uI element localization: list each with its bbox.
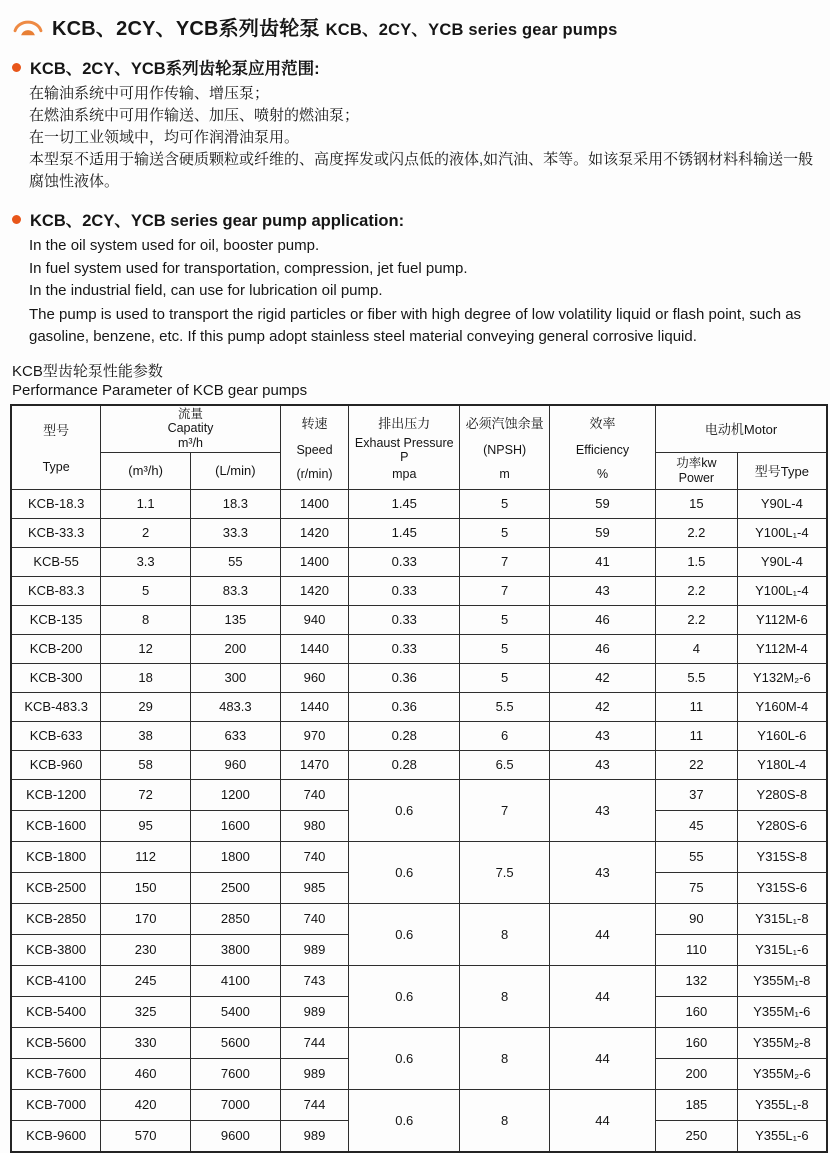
- cell-exhaust: 0.6: [349, 779, 460, 841]
- table-row: [11, 965, 827, 996]
- table-row: [11, 605, 827, 634]
- cell-eff: 43: [550, 721, 656, 750]
- header-efficiency: [550, 405, 656, 490]
- cell-m3h: 330: [101, 1027, 191, 1058]
- cell-model: KCB-5400: [11, 996, 101, 1027]
- header-power: [656, 452, 738, 489]
- cell-power: 90: [656, 903, 738, 934]
- cell-npsh: 7: [460, 779, 550, 841]
- cell-npsh: 5: [460, 489, 550, 518]
- cell-power: 2.2: [656, 518, 738, 547]
- cell-m3h: 230: [101, 934, 191, 965]
- header-efficiency-zh: 效率: [589, 416, 616, 431]
- header-npsh-zh: 必须汽蚀余量: [465, 416, 544, 431]
- cell-lmin: 3800: [191, 934, 281, 965]
- cell-npsh: 6: [460, 721, 550, 750]
- cell-motor: Y132M₂-6: [737, 663, 827, 692]
- cell-speed: 744: [280, 1089, 349, 1120]
- cell-lmin: 2850: [191, 903, 281, 934]
- header-model-en: Type: [42, 459, 70, 474]
- cell-motor: Y100L₁-4: [737, 518, 827, 547]
- cell-exhaust: 0.33: [349, 605, 460, 634]
- header-power-en: Power: [678, 470, 715, 485]
- header-efficiency-unit: %: [596, 467, 609, 481]
- cell-m3h: 1.1: [101, 489, 191, 518]
- cell-motor: Y280S-8: [737, 779, 827, 810]
- table-header-row-1: [11, 405, 827, 453]
- cell-motor: Y280S-6: [737, 810, 827, 841]
- cell-motor: Y90L-4: [737, 489, 827, 518]
- performance-table: [10, 404, 828, 1153]
- cell-m3h: 170: [101, 903, 191, 934]
- header-speed-zh: 转速: [301, 416, 328, 431]
- cell-power: 4: [656, 634, 738, 663]
- cell-exhaust: 0.36: [349, 692, 460, 721]
- cell-power: 15: [656, 489, 738, 518]
- table-row: [11, 547, 827, 576]
- header-exhaust-zh: 排出压力: [378, 416, 431, 431]
- cell-power: 110: [656, 934, 738, 965]
- cell-m3h: 5: [101, 576, 191, 605]
- cell-m3h: 150: [101, 872, 191, 903]
- section-body-en: [10, 235, 822, 349]
- bullet-icon: [12, 215, 21, 224]
- cell-model: KCB-55: [11, 547, 101, 576]
- cell-motor: Y160M-4: [737, 692, 827, 721]
- cell-npsh: 7.5: [460, 841, 550, 903]
- cell-model: KCB-483.3: [11, 692, 101, 721]
- cell-motor: Y355M₂-6: [737, 1058, 827, 1089]
- cell-speed: 989: [280, 1120, 349, 1152]
- cell-model: KCB-5600: [11, 1027, 101, 1058]
- cell-motor: Y315L₁-6: [737, 934, 827, 965]
- cell-lmin: 300: [191, 663, 281, 692]
- table-row: [11, 721, 827, 750]
- cell-eff: 44: [550, 903, 656, 965]
- cell-model: KCB-2500: [11, 872, 101, 903]
- section-heading-zh: [12, 55, 822, 79]
- cell-eff: 43: [550, 841, 656, 903]
- cell-model: KCB-1800: [11, 841, 101, 872]
- page-header: [12, 12, 822, 41]
- cell-lmin: 483.3: [191, 692, 281, 721]
- cell-speed: 1470: [280, 750, 349, 779]
- cell-power: 45: [656, 810, 738, 841]
- cell-npsh: 8: [460, 1089, 550, 1152]
- cell-lmin: 2500: [191, 872, 281, 903]
- cell-m3h: 95: [101, 810, 191, 841]
- cell-lmin: 633: [191, 721, 281, 750]
- cell-npsh: 5: [460, 518, 550, 547]
- cell-m3h: 245: [101, 965, 191, 996]
- en-line-2: In fuel system used for transportation, compression, jet fuel pump.: [29, 259, 468, 277]
- bullet-icon: [12, 63, 21, 72]
- cell-m3h: 112: [101, 841, 191, 872]
- cell-npsh: 8: [460, 903, 550, 965]
- header-exhaust-en: Exhaust Pressure P: [354, 435, 454, 464]
- cell-lmin: 18.3: [191, 489, 281, 518]
- cell-eff: 59: [550, 518, 656, 547]
- cell-lmin: 1600: [191, 810, 281, 841]
- cell-speed: 743: [280, 965, 349, 996]
- cell-eff: 46: [550, 634, 656, 663]
- cell-power: 2.2: [656, 576, 738, 605]
- cell-m3h: 570: [101, 1120, 191, 1152]
- pump-table-head: [11, 405, 827, 490]
- section-heading-en-label: KCB、2CY、YCB series gear pump application:: [30, 212, 405, 230]
- header-speed: [280, 405, 349, 490]
- cell-lmin: 5600: [191, 1027, 281, 1058]
- header-capacity-en: Capatity: [167, 421, 214, 436]
- cell-model: KCB-3800: [11, 934, 101, 965]
- cell-npsh: 5.5: [460, 692, 550, 721]
- cell-exhaust: 1.45: [349, 489, 460, 518]
- header-model: [11, 405, 101, 490]
- table-row: [11, 841, 827, 872]
- header-capacity-lmin: (L/min): [191, 452, 281, 489]
- en-line-3: In the industrial field, can use for lubrication oil pump.: [29, 282, 383, 299]
- page-title: [52, 12, 618, 41]
- zh-line-4: 本型泵不适用于输送含硬质颗粒或纤维的、高度挥发或闪点低的液体,如汽油、苯等。如该泵采用不锈钢材料科输送一般腐蚀性液体。: [29, 151, 814, 190]
- cell-power: 250: [656, 1120, 738, 1152]
- cell-m3h: 72: [101, 779, 191, 810]
- table-row: [11, 903, 827, 934]
- page-title-zh: KCB、2CY、YCB系列齿轮泵: [52, 18, 320, 40]
- cell-m3h: 12: [101, 634, 191, 663]
- cell-exhaust: 0.36: [349, 663, 460, 692]
- cell-speed: 989: [280, 996, 349, 1027]
- table-row: [11, 634, 827, 663]
- header-speed-en: Speed: [296, 442, 333, 457]
- cell-lmin: 7600: [191, 1058, 281, 1089]
- cell-speed: 980: [280, 810, 349, 841]
- cell-m3h: 18: [101, 663, 191, 692]
- table-row: [11, 489, 827, 518]
- cell-speed: 989: [280, 934, 349, 965]
- cell-m3h: 58: [101, 750, 191, 779]
- cell-lmin: 83.3: [191, 576, 281, 605]
- cell-power: 5.5: [656, 663, 738, 692]
- table-row: [11, 663, 827, 692]
- cell-motor: Y355M₁-8: [737, 965, 827, 996]
- table-row: [11, 1027, 827, 1058]
- brand-arc-icon: [12, 15, 44, 39]
- section-body-zh: [10, 83, 822, 193]
- cell-lmin: 4100: [191, 965, 281, 996]
- cell-motor: Y100L₁-4: [737, 576, 827, 605]
- cell-lmin: 9600: [191, 1120, 281, 1152]
- cell-model: KCB-2850: [11, 903, 101, 934]
- cell-m3h: 29: [101, 692, 191, 721]
- cell-lmin: 7000: [191, 1089, 281, 1120]
- cell-power: 11: [656, 721, 738, 750]
- table-row: [11, 1089, 827, 1120]
- cell-speed: 1400: [280, 547, 349, 576]
- cell-model: KCB-200: [11, 634, 101, 663]
- cell-exhaust: 0.6: [349, 1027, 460, 1089]
- cell-speed: 960: [280, 663, 349, 692]
- cell-power: 37: [656, 779, 738, 810]
- cell-speed: 740: [280, 779, 349, 810]
- cell-power: 2.2: [656, 605, 738, 634]
- cell-power: 160: [656, 996, 738, 1027]
- cell-lmin: 5400: [191, 996, 281, 1027]
- cell-model: KCB-83.3: [11, 576, 101, 605]
- cell-power: 160: [656, 1027, 738, 1058]
- header-capacity-zh: 流量: [177, 406, 203, 421]
- header-npsh-en: (NPSH): [483, 442, 527, 457]
- cell-m3h: 325: [101, 996, 191, 1027]
- cell-motor: Y355L₁-8: [737, 1089, 827, 1120]
- cell-motor: Y90L-4: [737, 547, 827, 576]
- cell-model: KCB-1600: [11, 810, 101, 841]
- cell-npsh: 7: [460, 576, 550, 605]
- cell-npsh: 8: [460, 1027, 550, 1089]
- header-exhaust-unit: mpa: [392, 467, 417, 481]
- header-model-zh: 型号: [43, 423, 70, 439]
- cell-speed: 744: [280, 1027, 349, 1058]
- cell-motor: Y355M₁-6: [737, 996, 827, 1027]
- en-line-1: In the oil system used for oil, booster pump.: [29, 237, 320, 254]
- cell-speed: 1440: [280, 692, 349, 721]
- cell-exhaust: 0.28: [349, 750, 460, 779]
- cell-speed: 1420: [280, 576, 349, 605]
- header-npsh-unit: m: [499, 467, 510, 481]
- cell-lmin: 1200: [191, 779, 281, 810]
- zh-line-1: 在输油系统中可用作传输、增压泵；: [29, 85, 270, 102]
- cell-model: KCB-33.3: [11, 518, 101, 547]
- cell-model: KCB-4100: [11, 965, 101, 996]
- cell-eff: 43: [550, 779, 656, 841]
- header-motor: [656, 405, 827, 453]
- cell-model: KCB-135: [11, 605, 101, 634]
- cell-m3h: 420: [101, 1089, 191, 1120]
- header-motor-label: 电动机Motor: [704, 422, 778, 437]
- cell-model: KCB-960: [11, 750, 101, 779]
- cell-eff: 44: [550, 1027, 656, 1089]
- cell-eff: 43: [550, 750, 656, 779]
- header-capacity-unit: m³/h: [178, 435, 203, 450]
- cell-npsh: 5: [460, 634, 550, 663]
- cell-eff: 42: [550, 692, 656, 721]
- cell-exhaust: 0.6: [349, 841, 460, 903]
- cell-eff: 43: [550, 576, 656, 605]
- cell-exhaust: 0.6: [349, 1089, 460, 1152]
- cell-model: KCB-1200: [11, 779, 101, 810]
- cell-speed: 740: [280, 841, 349, 872]
- header-npsh: [460, 405, 550, 490]
- cell-motor: Y355L₁-6: [737, 1120, 827, 1152]
- table-row: [11, 779, 827, 810]
- cell-power: 200: [656, 1058, 738, 1089]
- header-capacity: [101, 405, 281, 453]
- cell-motor: Y315S-6: [737, 872, 827, 903]
- cell-motor: Y160L-6: [737, 721, 827, 750]
- cell-speed: 1400: [280, 489, 349, 518]
- cell-eff: 41: [550, 547, 656, 576]
- table-row: [11, 576, 827, 605]
- cell-exhaust: 0.28: [349, 721, 460, 750]
- cell-npsh: 5: [460, 605, 550, 634]
- cell-power: 1.5: [656, 547, 738, 576]
- cell-lmin: 200: [191, 634, 281, 663]
- zh-line-2: 在燃油系统中可用作输送、加压、喷射的燃油泵；: [29, 107, 360, 124]
- cell-exhaust: 0.33: [349, 576, 460, 605]
- cell-m3h: 38: [101, 721, 191, 750]
- table-row: [11, 692, 827, 721]
- cell-m3h: 2: [101, 518, 191, 547]
- zh-line-3: 在一切工业领域中，均可作润滑油泵用。: [29, 129, 300, 146]
- cell-model: KCB-18.3: [11, 489, 101, 518]
- cell-npsh: 7: [460, 547, 550, 576]
- cell-exhaust: 1.45: [349, 518, 460, 547]
- table-row: [11, 750, 827, 779]
- section-heading-zh-label: KCB、2CY、YCB系列齿轮泵应用范围:: [30, 60, 320, 78]
- cell-npsh: 8: [460, 965, 550, 1027]
- cell-exhaust: 0.33: [349, 547, 460, 576]
- cell-speed: 1420: [280, 518, 349, 547]
- header-speed-unit: (r/min): [296, 467, 333, 481]
- page-title-en: KCB、2CY、YCB series gear pumps: [325, 21, 618, 39]
- cell-exhaust: 0.6: [349, 903, 460, 965]
- cell-motor: Y315S-8: [737, 841, 827, 872]
- cell-power: 55: [656, 841, 738, 872]
- cell-power: 185: [656, 1089, 738, 1120]
- cell-npsh: 6.5: [460, 750, 550, 779]
- cell-lmin: 960: [191, 750, 281, 779]
- cell-npsh: 5: [460, 663, 550, 692]
- cell-model: KCB-300: [11, 663, 101, 692]
- cell-speed: 989: [280, 1058, 349, 1089]
- cell-lmin: 1800: [191, 841, 281, 872]
- en-line-4: The pump is used to transport the rigid particles or fiber with high degree of low volatility liquid or flash point, such as gasoline, benzene, etc. If this pump adopt stainless steel material conveying general corrosive liquid.: [29, 305, 802, 345]
- cell-model: KCB-7000: [11, 1089, 101, 1120]
- header-motor-type: 型号Type: [737, 452, 827, 489]
- cell-motor: Y355M₂-8: [737, 1027, 827, 1058]
- cell-model: KCB-633: [11, 721, 101, 750]
- pump-table-body: [11, 489, 827, 1152]
- table-title-en: Performance Parameter of KCB gear pumps: [12, 381, 308, 399]
- cell-eff: 46: [550, 605, 656, 634]
- cell-lmin: 135: [191, 605, 281, 634]
- header-efficiency-en: Efficiency: [575, 442, 630, 457]
- cell-m3h: 3.3: [101, 547, 191, 576]
- cell-model: KCB-9600: [11, 1120, 101, 1152]
- cell-motor: Y112M-6: [737, 605, 827, 634]
- header-exhaust: [349, 405, 460, 490]
- cell-m3h: 460: [101, 1058, 191, 1089]
- section-heading-en: [12, 207, 822, 231]
- header-power-zh: 功率kw: [676, 455, 717, 470]
- cell-power: 132: [656, 965, 738, 996]
- table-row: [11, 518, 827, 547]
- cell-speed: 740: [280, 903, 349, 934]
- cell-exhaust: 0.33: [349, 634, 460, 663]
- cell-motor: Y180L-4: [737, 750, 827, 779]
- cell-lmin: 33.3: [191, 518, 281, 547]
- cell-eff: 44: [550, 965, 656, 1027]
- cell-lmin: 55: [191, 547, 281, 576]
- cell-m3h: 8: [101, 605, 191, 634]
- cell-eff: 59: [550, 489, 656, 518]
- cell-power: 11: [656, 692, 738, 721]
- table-title-zh: KCB型齿轮泵性能参数: [12, 362, 163, 380]
- cell-speed: 940: [280, 605, 349, 634]
- cell-speed: 985: [280, 872, 349, 903]
- cell-eff: 44: [550, 1089, 656, 1152]
- cell-exhaust: 0.6: [349, 965, 460, 1027]
- cell-eff: 42: [550, 663, 656, 692]
- cell-model: KCB-7600: [11, 1058, 101, 1089]
- cell-speed: 1440: [280, 634, 349, 663]
- header-capacity-m3h: (m³/h): [101, 452, 191, 489]
- cell-motor: Y112M-4: [737, 634, 827, 663]
- cell-speed: 970: [280, 721, 349, 750]
- cell-power: 22: [656, 750, 738, 779]
- cell-motor: Y315L₁-8: [737, 903, 827, 934]
- table-title: [12, 362, 822, 400]
- cell-power: 75: [656, 872, 738, 903]
